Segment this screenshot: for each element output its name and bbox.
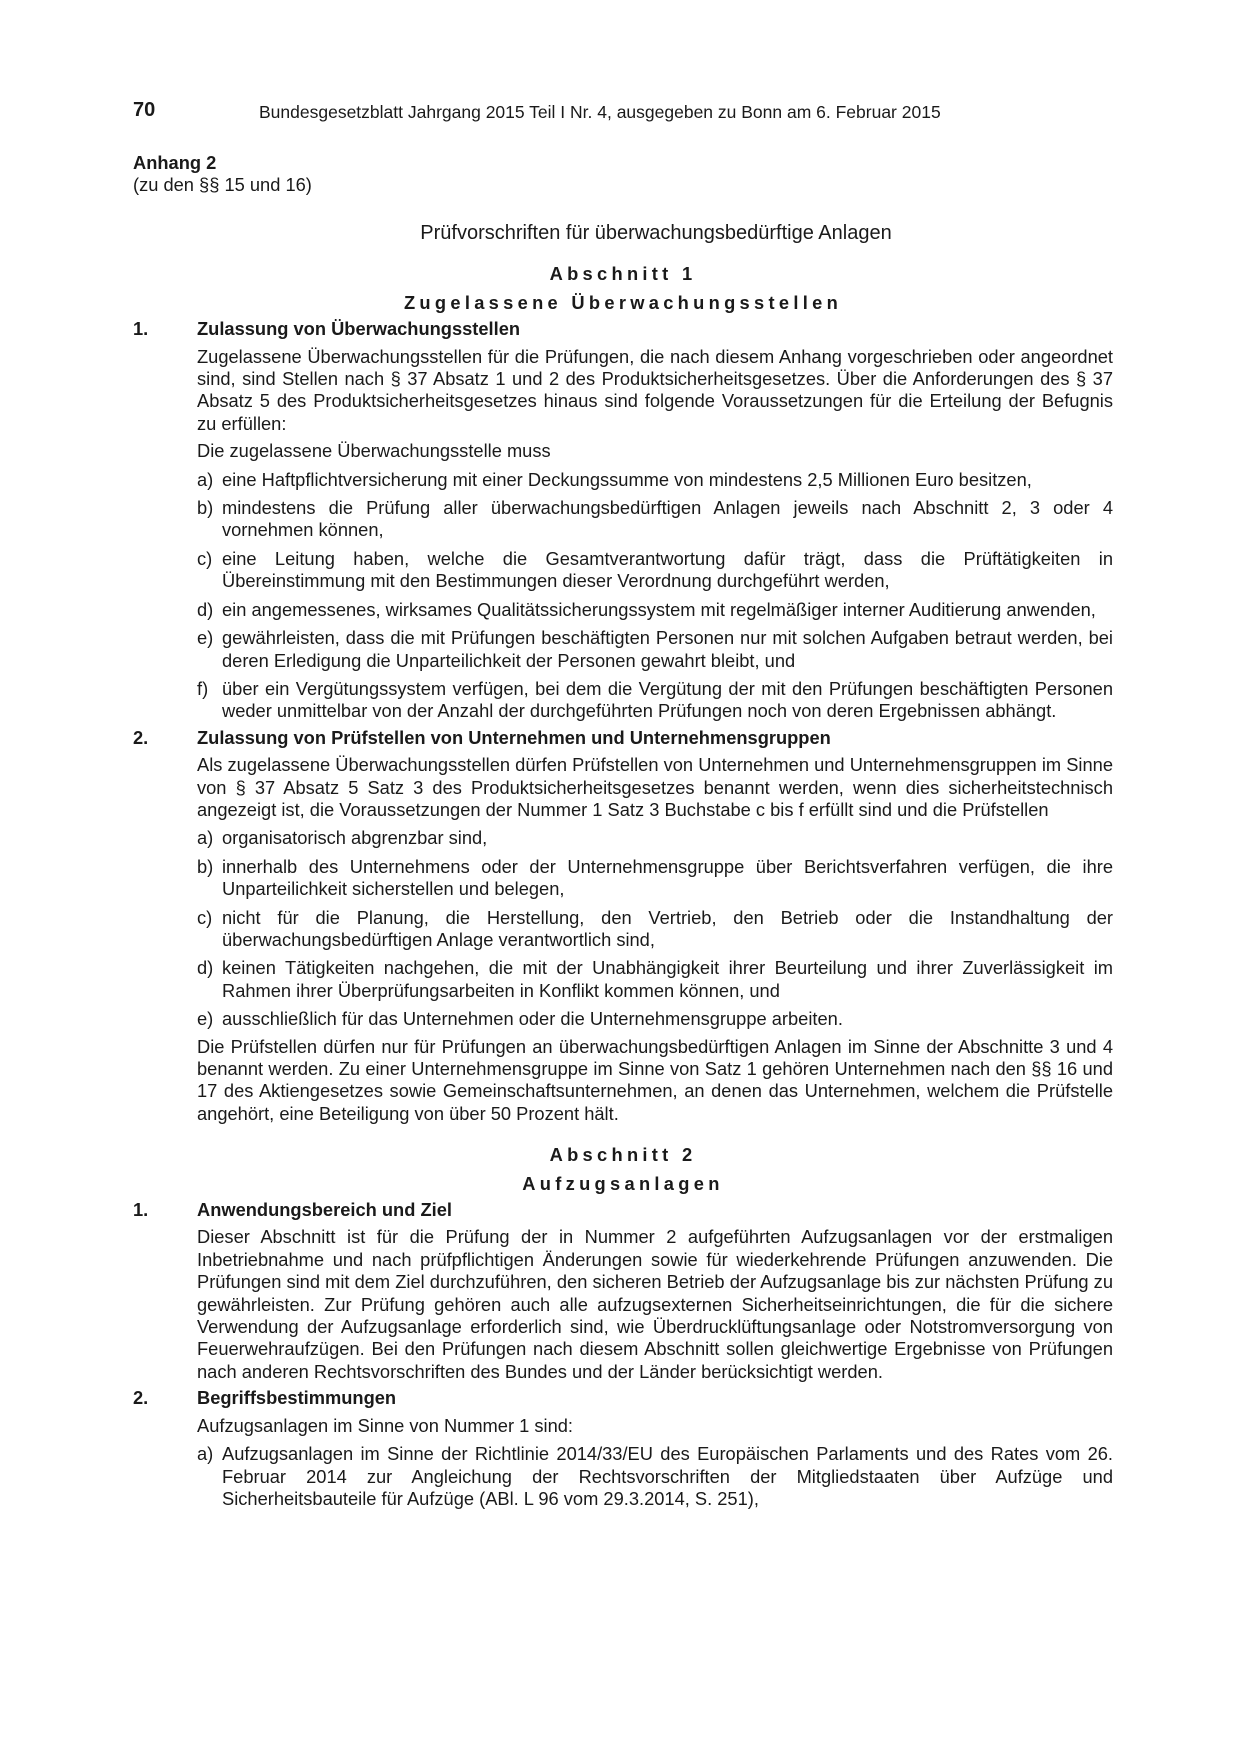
- list-text: Aufzugsanlagen im Sinne der Richtlinie 2014/33/EU des Europäischen Parlaments und des Rates vom 26. Februar 2014 zur Angleichung der Rechtsvorschriften der Mitgliedstaaten über Aufzüge und Sicherheitsbauteile für Aufzüge (ABl. L 96 vom 29.3.2014, S. 251),: [222, 1443, 1113, 1509]
- item-number: 1.: [133, 318, 149, 340]
- list-letter: e): [197, 1008, 214, 1030]
- section-item: [133, 318, 1113, 723]
- item-paragraph: Dieser Abschnitt ist für die Prüfung der in Nummer 2 aufgeführten Aufzugsanlagen vor der erstmaligen Inbetriebnahme und nach prüfpflichtigen Änderungen sowie für wiederkehrende Prüfungen anzuwenden. Die Prüfungen sind mit dem Ziel durchzuführen, den sicheren Betrieb der Aufzugsanlage bis zur nächsten Prüfung zu gewährleisten. Zur Prüfung gehören auch alle aufzugsexternen Sicherheitseinrichtungen, die für die sichere Verwendung der Aufzugsanlage erforderlich sind, wie Überdrucklüftungsanlage oder Notstromversorgung von Feuerwehraufzügen. Bei den Prüfungen nach diesem Abschnitt sollen gleichwertige Ergebnisse von Prüfungen nach anderen Rechtsvorschriften des Bundes und der Länder berücksichtigt werden.: [197, 1226, 1113, 1382]
- list-item: [197, 469, 1113, 491]
- item-title: Zulassung von Prüfstellen von Unternehmen und Unternehmensgruppen: [197, 726, 831, 748]
- section-subheading: Zugelassene Überwachungsstellen: [403, 291, 843, 313]
- section-heading: Abschnitt 2: [549, 1144, 697, 1166]
- list-letter: a): [197, 1443, 214, 1465]
- item-paragraph: Aufzugsanlagen im Sinne von Nummer 1 sind:: [197, 1414, 573, 1436]
- item-paragraph: Zugelassene Überwachungsstellen für die Prüfungen, die nach diesem Anhang vorgeschrieben oder angeordnet sind, sind Stellen nach § 37 Absatz 1 und 2 des Produktsicherheitsgesetzes. Über die Anforderungen des § 37 Absatz 5 des Produktsicherheitsgesetzes hinaus sind folgende Voraussetzungen für die Erteilung der Befugnis zu erfüllen:: [197, 345, 1113, 434]
- list-item: [197, 1008, 1113, 1030]
- list-item: [197, 856, 1113, 901]
- list-item: [197, 827, 1113, 849]
- document-title: Prüfvorschriften für überwachungsbedürftige Anlagen: [420, 222, 892, 244]
- list-text: ein angemessenes, wirksames Qualitätssicherungssystem mit regelmäßiger interner Auditierung anwenden,: [222, 598, 1096, 620]
- lettered-list: [133, 827, 1113, 1030]
- annex-label: Anhang 2: [133, 152, 217, 173]
- list-item: [197, 599, 1113, 621]
- list-item: [197, 1443, 1113, 1510]
- list-letter: d): [197, 957, 214, 979]
- list-letter: a): [197, 468, 214, 490]
- running-title: Bundesgesetzblatt Jahrgang 2015 Teil I Nr. 4, ausgegeben zu Bonn am 6. Februar 2015: [259, 102, 941, 122]
- list-text: innerhalb des Unternehmens oder der Unternehmensgruppe über Berichtsverfahren verfügen, die ihre Unparteilichkeit sicherstellen und belegen,: [222, 855, 1113, 900]
- list-letter: b): [197, 855, 214, 877]
- item-lead: Die zugelassene Überwachungsstelle muss: [197, 440, 551, 462]
- list-item: [197, 497, 1113, 542]
- page-number: 70: [133, 99, 156, 121]
- section-subheading: Aufzugsanlagen: [522, 1172, 724, 1194]
- item-number: 1.: [133, 1199, 149, 1221]
- item-number: 2.: [133, 1387, 149, 1409]
- page-header: [133, 99, 1113, 125]
- annex-reference: (zu den §§ 15 und 16): [133, 174, 312, 196]
- item-title: Zulassung von Überwachungsstellen: [197, 318, 521, 340]
- list-text: mindestens die Prüfung aller überwachungsbedürftigen Anlagen jeweils nach Abschnitt 2, 3 oder 4 vornehmen können,: [222, 497, 1113, 541]
- list-text: organisatorisch abgrenzbar sind,: [222, 827, 488, 849]
- list-letter: b): [197, 497, 214, 519]
- list-letter: e): [197, 627, 214, 649]
- section-heading: Abschnitt 1: [549, 263, 697, 285]
- lettered-list: [133, 469, 1113, 723]
- item-title: Anwendungsbereich und Ziel: [197, 1199, 452, 1221]
- list-item: [197, 907, 1113, 952]
- list-letter: c): [197, 547, 213, 569]
- list-text: gewährleisten, dass die mit Prüfungen beschäftigten Personen nur mit solchen Aufgaben betraut werden, bei deren Erledigung die Unparteilichkeit der Personen gewahrt bleibt, und: [222, 627, 1113, 671]
- section-1: [133, 263, 1113, 1125]
- item-closing-paragraph: Die Prüfstellen dürfen nur für Prüfungen an überwachungsbedürftigen Anlagen im Sinne der Abschnitte 3 und 4 benannt werden. Zu einer Unternehmensgruppe im Sinne von Satz 1 gehören Unternehmen nach den §§ 16 und 17 des Aktiengesetzes sowie Gemeinschaftsunternehmen, an denen das Unternehmen, welchem die Prüfstelle angehört, eine Beteiligung von über 50 Prozent hält.: [197, 1035, 1113, 1124]
- list-letter: d): [197, 598, 214, 620]
- section-item: [133, 1199, 1113, 1383]
- list-text: ausschließlich für das Unternehmen oder die Unternehmensgruppe arbeiten.: [222, 1008, 843, 1030]
- list-text: keinen Tätigkeiten nachgehen, die mit der Unabhängigkeit ihrer Beurteilung und ihrer Zuverlässigkeit im Rahmen ihrer Überprüfungsarbeiten in Konflikt kommen können, und: [222, 957, 1113, 1001]
- list-text: eine Leitung haben, welche die Gesamtverantwortung dafür trägt, dass die Prüftätigkeiten in Übereinstimmung mit den Bestimmungen dieser Verordnung durchgeführt werden,: [222, 547, 1113, 592]
- list-letter: f): [197, 677, 209, 699]
- document-body: [133, 222, 1113, 1510]
- list-text: über ein Vergütungssystem verfügen, bei dem die Vergütung der mit den Prüfungen beschäftigten Personen weder unmittelbar von der Anzahl der durchgeführten Prüfungen noch von deren Ergebnissen abhängt.: [222, 677, 1113, 722]
- list-item: [197, 957, 1113, 1002]
- item-title: Begriffsbestimmungen: [197, 1387, 397, 1409]
- lettered-list: [133, 1443, 1113, 1510]
- list-item: [197, 548, 1113, 593]
- section-item: [133, 1387, 1113, 1510]
- section-2: [133, 1144, 1113, 1510]
- item-number: 2.: [133, 726, 149, 748]
- list-letter: a): [197, 827, 214, 849]
- section-item: [133, 727, 1113, 1126]
- list-letter: c): [197, 906, 213, 928]
- list-text: eine Haftpflichtversicherung mit einer Deckungssumme von mindestens 2,5 Millionen Euro besitzen,: [222, 468, 1032, 490]
- list-item: [197, 627, 1113, 672]
- annex-block: [133, 152, 1113, 197]
- list-text: nicht für die Planung, die Herstellung, den Vertrieb, den Betrieb oder die Instandhaltung der überwachungsbedürftigen Anlage verantwortlich sind,: [222, 906, 1113, 950]
- item-paragraph: Als zugelassene Überwachungsstellen dürfen Prüfstellen von Unternehmen und Unternehmensgruppen im Sinne von § 37 Absatz 5 Satz 3 des Produktsicherheitsgesetzes benannt werden, wenn dies sicherheitstechnisch angezeigt ist, die Voraussetzungen der Nummer 1 Satz 3 Buchstabe c bis f erfüllt sind und die Prüfstellen: [197, 754, 1113, 820]
- list-item: [197, 678, 1113, 723]
